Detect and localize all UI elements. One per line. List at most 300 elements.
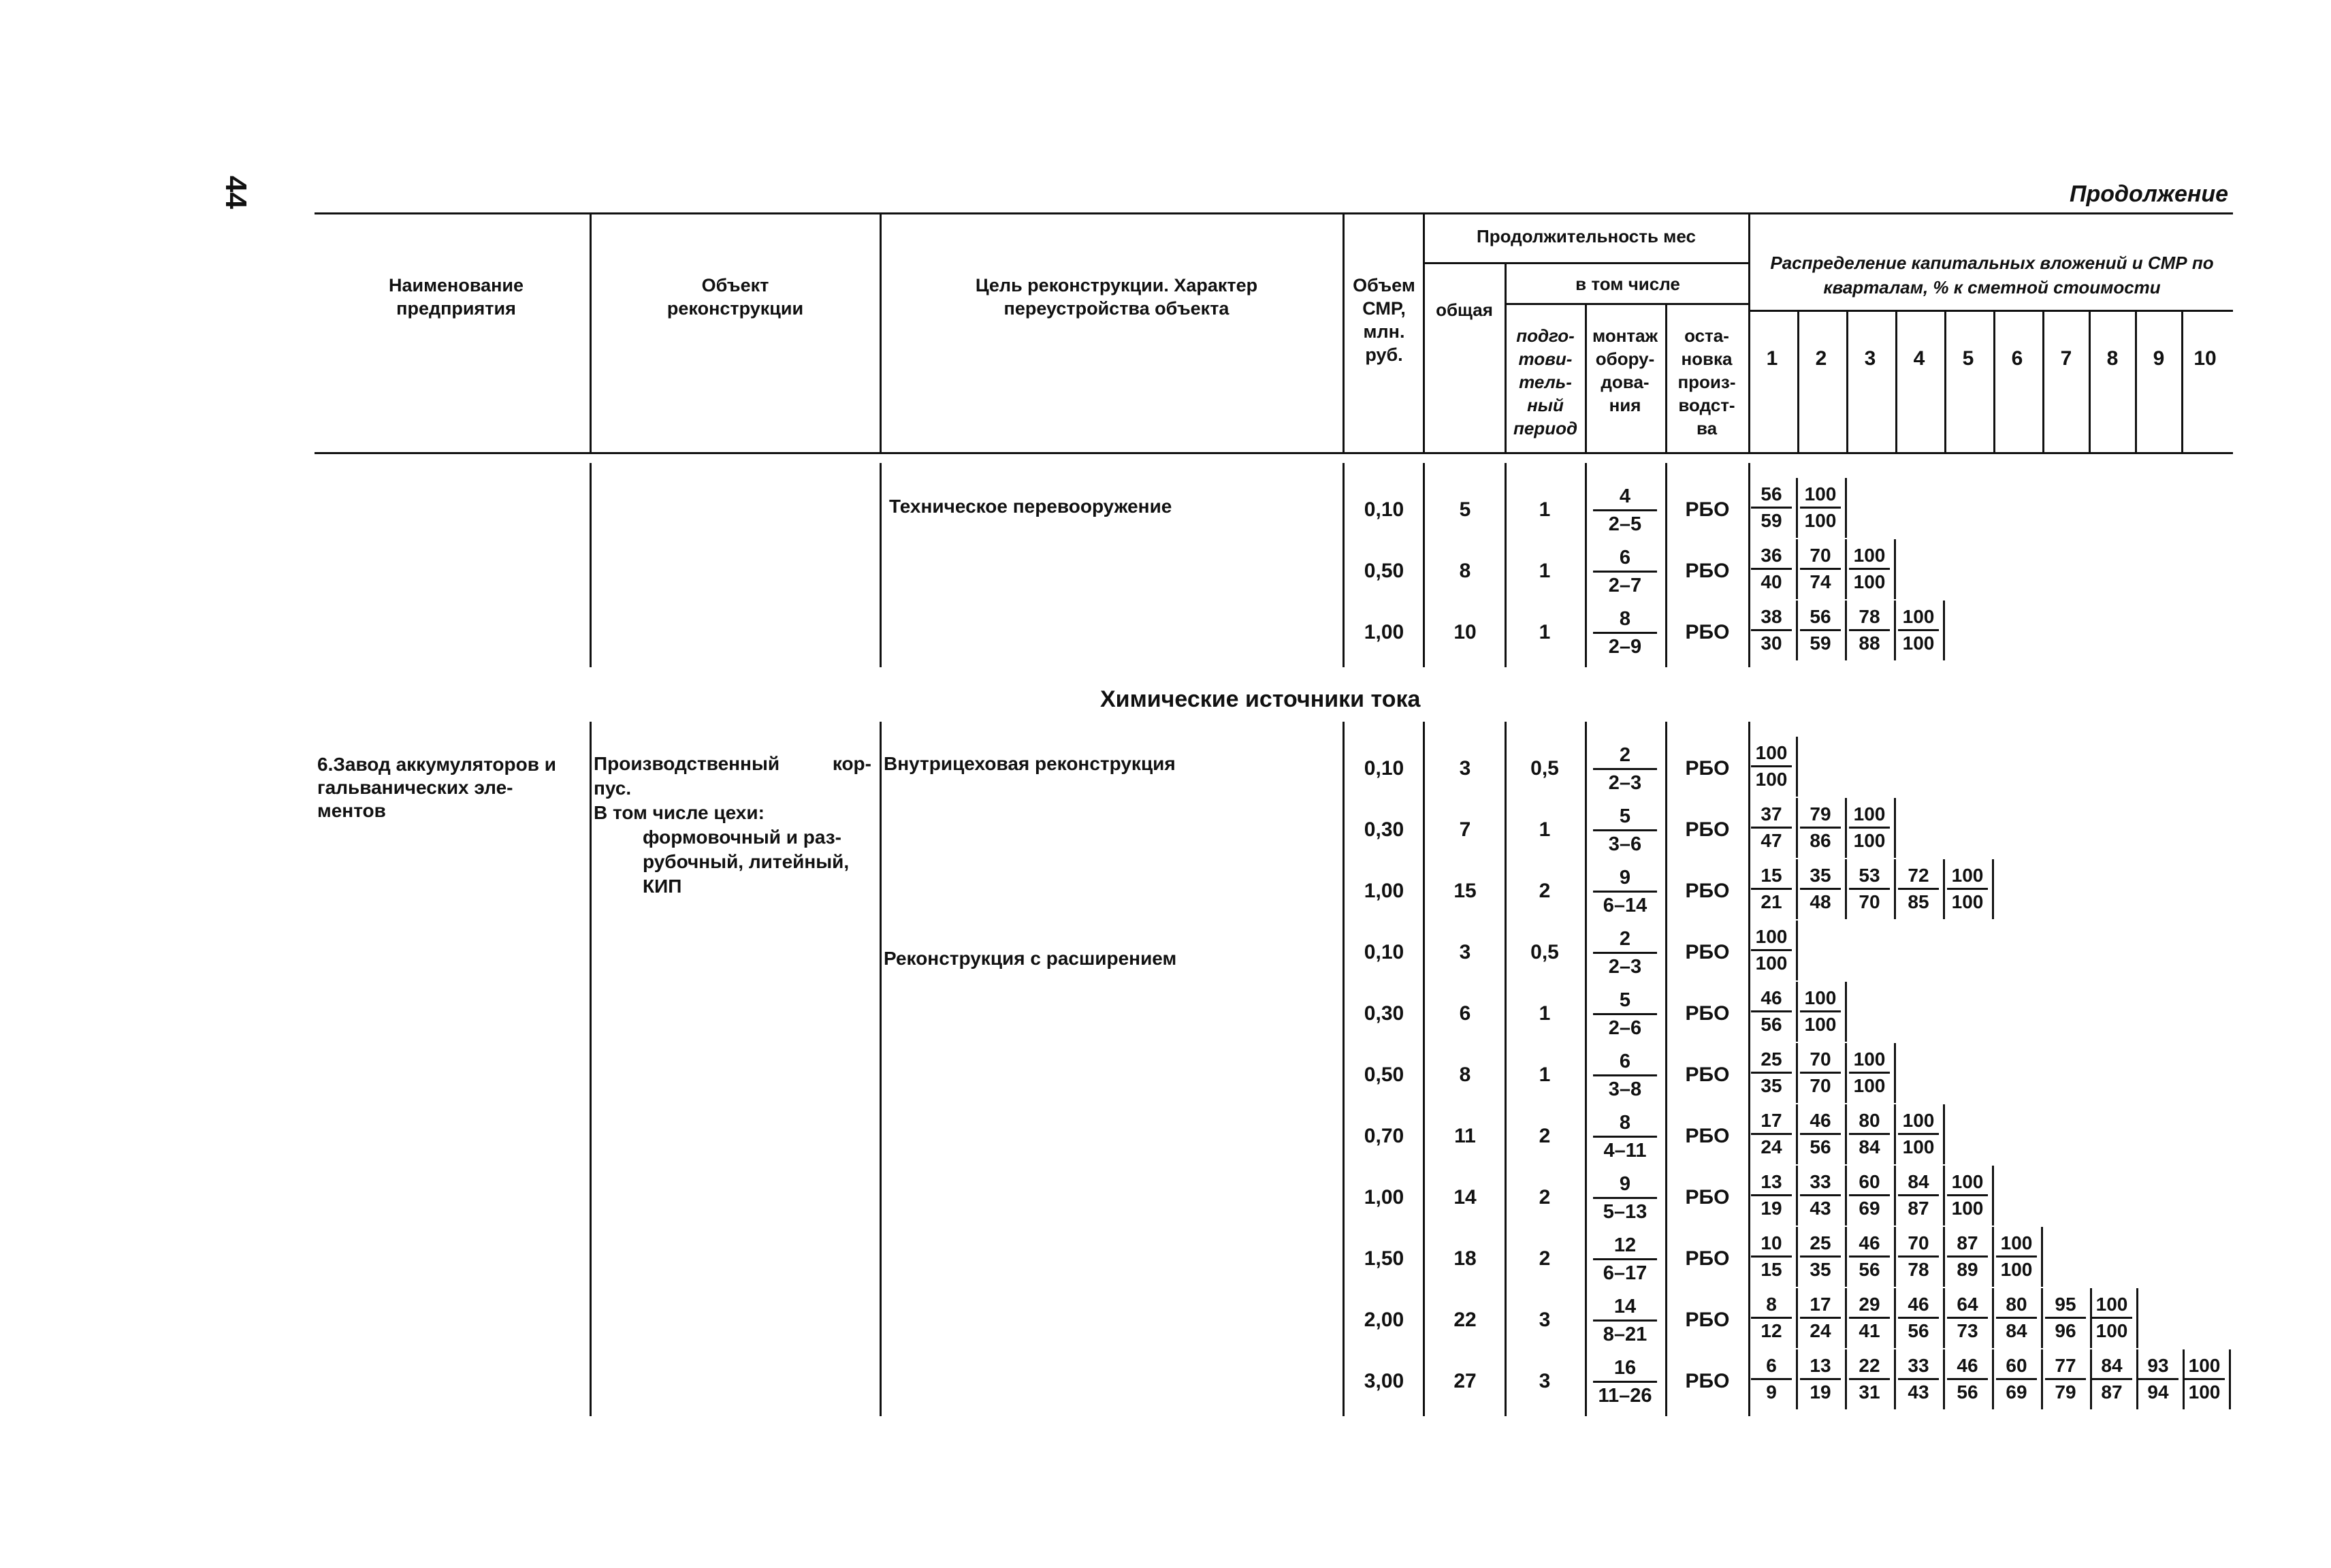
- quarter-fraction-bottom: 59: [1810, 633, 1831, 654]
- quarter-fraction: [1751, 1108, 1792, 1159]
- quarter-fraction-top: 56: [1800, 605, 1841, 631]
- quarter-fraction-top: 13: [1751, 1170, 1792, 1196]
- col-line: [1423, 463, 1425, 667]
- quarter-fraction-top: 100: [1849, 802, 1890, 829]
- quarter-fraction-bottom: 100: [2188, 1381, 2221, 1403]
- quarter-separator: [1894, 1104, 1896, 1164]
- quarter-separator: [1943, 1349, 1945, 1409]
- quarter-separator: [1796, 859, 1798, 919]
- quarter-fraction-top: 100: [1751, 741, 1792, 767]
- quarter-separator: [1943, 601, 1945, 660]
- quarter-fraction-top: 78: [1849, 605, 1890, 631]
- quarter-separator: [1894, 1227, 1896, 1287]
- quarter-fraction-top: 53: [1849, 863, 1890, 890]
- mount-fraction-bottom: 3–6: [1608, 833, 1642, 855]
- quarter-fraction-top: 80: [1996, 1292, 2037, 1319]
- quarter-fraction-bottom: 100: [1853, 571, 1886, 592]
- quarter-fraction: [1800, 1292, 1841, 1343]
- header-stop: оста- новка произ- водст- ва: [1677, 325, 1736, 438]
- header-col-line: [1423, 212, 1425, 452]
- quarter-fraction-top: 100: [1947, 1170, 1988, 1196]
- production-stop: РБО: [1685, 621, 1730, 643]
- quarter-fraction-top: 46: [1751, 986, 1792, 1012]
- quarter-separator: [1796, 478, 1798, 538]
- quarter-fraction-top: 35: [1800, 863, 1841, 890]
- quarter-fraction-top: 100: [1849, 543, 1890, 570]
- quarter-separator: [2229, 1349, 2231, 1409]
- quarter-fraction-bottom: 100: [1902, 633, 1935, 654]
- quarter-fraction-top: 70: [1800, 1047, 1841, 1074]
- continuation-label: Продолжение: [2070, 181, 2229, 207]
- quarter-separator: [1992, 1166, 1994, 1226]
- quarter-fraction-top: 100: [1800, 986, 1841, 1012]
- quarter-fraction: [1898, 1108, 1939, 1159]
- quarter-fraction: [1898, 863, 1939, 914]
- page-number: 44: [219, 176, 253, 209]
- header-volume: Объем СМР, млн. руб.: [1353, 275, 1415, 365]
- quarter-fraction-top: 93: [2138, 1354, 2179, 1380]
- production-stop: РБО: [1685, 1309, 1730, 1331]
- quarter-fraction-top: 79: [1800, 802, 1841, 829]
- quarter-separator: [2041, 1288, 2043, 1348]
- header-enterprise: Наименование предприятия: [388, 275, 524, 319]
- quarter-fraction-bottom: 96: [2055, 1320, 2076, 1341]
- quarter-fraction-bottom: 100: [1755, 769, 1788, 790]
- volume-value: 0,10: [1364, 941, 1404, 963]
- quarter-fraction: [2045, 1292, 2086, 1343]
- duration-total: 8: [1459, 1063, 1471, 1086]
- quarter-fraction: [1800, 986, 1841, 1037]
- object-line: формовочный и раз-: [643, 827, 841, 848]
- mount-fraction: [1593, 803, 1657, 857]
- quarter-separator: [1796, 1288, 1798, 1348]
- header-bottom-rule: [315, 452, 2233, 454]
- quarter-fraction-top: 84: [2091, 1354, 2132, 1380]
- col-line: [1748, 463, 1750, 667]
- header-col-line: [1895, 310, 1897, 452]
- quarter-fraction-top: 100: [2091, 1292, 2132, 1319]
- duration-prep: 0,5: [1530, 757, 1559, 780]
- quarter-header-7: 7: [2060, 347, 2072, 370]
- quarter-fraction-bottom: 94: [2147, 1381, 2169, 1403]
- quarter-fraction: [1800, 1170, 1841, 1221]
- quarter-fraction-top: 33: [1898, 1354, 1939, 1380]
- quarter-fraction-bottom: 84: [2006, 1320, 2027, 1341]
- quarter-separator: [1845, 539, 1847, 599]
- mount-fraction-bottom: 2–6: [1608, 1017, 1642, 1039]
- quarter-fraction-bottom: 100: [2095, 1320, 2128, 1341]
- quarter-separator: [1845, 798, 1847, 858]
- quarter-fraction-bottom: 21: [1761, 891, 1782, 912]
- quarter-separator: [1894, 1349, 1896, 1409]
- quarter-separator: [1845, 1104, 1847, 1164]
- quarter-fraction-top: 13: [1800, 1354, 1841, 1380]
- mount-fraction-top: 6: [1593, 545, 1657, 573]
- quarter-fraction-bottom: 56: [1761, 1014, 1782, 1035]
- header-col-line: [2089, 310, 2091, 452]
- section-title: Химические источники тока: [1100, 686, 1421, 712]
- quarter-separator: [1796, 1104, 1798, 1164]
- quarter-fraction-bottom: 74: [1810, 571, 1831, 592]
- quarter-fraction-bottom: 100: [1804, 1014, 1837, 1035]
- goal-in-shop-reconstruction: Внутрицеховая реконструкция: [884, 753, 1176, 774]
- enterprise-name: 6.Завод аккумуляторов и гальванических эле- ментов: [317, 754, 556, 821]
- mount-fraction-bottom: 6–14: [1603, 895, 1647, 916]
- duration-total: 5: [1459, 498, 1471, 521]
- col-line: [1343, 722, 1345, 1416]
- header-col-line: [1343, 212, 1345, 452]
- quarter-fraction-bottom: 70: [1810, 1075, 1831, 1096]
- quarter-fraction-top: 80: [1849, 1108, 1890, 1135]
- quarter-fraction: [1800, 1108, 1841, 1159]
- duration-total: 18: [1453, 1247, 1477, 1270]
- mount-fraction-bottom: 11–26: [1598, 1385, 1652, 1407]
- col-line: [880, 463, 882, 667]
- quarter-fraction-bottom: 59: [1761, 510, 1782, 531]
- quarter-fraction-bottom: 100: [1755, 953, 1788, 974]
- quarter-fraction-bottom: 56: [1908, 1320, 1929, 1341]
- header-distribution: Распределение капитальных вложений и СМР по кварталам, % к сметной стоимости: [1770, 253, 2214, 298]
- quarter-fraction-top: 100: [1751, 925, 1792, 951]
- volume-value: 1,00: [1364, 1186, 1404, 1209]
- volume-value: 0,70: [1364, 1125, 1404, 1147]
- quarter-separator: [1992, 859, 1994, 919]
- duration-prep: 1: [1539, 1063, 1551, 1086]
- goal-reconstruction-expansion: Реконструкция с расширением: [884, 948, 1177, 969]
- mount-fraction: [1593, 742, 1657, 796]
- quarter-fraction-top: 56: [1751, 482, 1792, 509]
- quarter-fraction: [1898, 1231, 1939, 1282]
- quarter-header-2: 2: [1815, 347, 1827, 370]
- quarter-fraction: [1800, 605, 1841, 656]
- header-col-line: [590, 212, 592, 452]
- production-stop: РБО: [1685, 1186, 1730, 1209]
- quarter-fraction: [1849, 802, 1890, 853]
- quarter-fraction-bottom: 87: [1908, 1198, 1929, 1219]
- mount-fraction-bottom: 4–11: [1603, 1140, 1647, 1162]
- header-col-line: [1748, 212, 1750, 452]
- quarter-separator: [1845, 1166, 1847, 1226]
- mount-fraction-top: 5: [1593, 987, 1657, 1015]
- quarter-fraction-bottom: 84: [1859, 1136, 1880, 1157]
- col-line: [1423, 722, 1425, 1416]
- object-line: Производственный кор-: [594, 753, 871, 774]
- volume-value: 1,00: [1364, 621, 1404, 643]
- duration-prep: 3: [1539, 1370, 1551, 1392]
- mount-fraction-top: 6: [1593, 1049, 1657, 1076]
- quarter-header-5: 5: [1962, 347, 1974, 370]
- quarter-separator: [1796, 798, 1798, 858]
- quarter-fraction-bottom: 78: [1908, 1259, 1929, 1280]
- quarter-fraction-top: 70: [1898, 1231, 1939, 1258]
- quarter-fraction: [1996, 1354, 2037, 1405]
- mount-fraction-top: 14: [1593, 1294, 1657, 1322]
- duration-prep: 2: [1539, 1247, 1551, 1270]
- quarter-separator: [1845, 859, 1847, 919]
- quarter-fraction-bottom: 69: [2006, 1381, 2027, 1403]
- duration-total: 11: [1454, 1125, 1476, 1147]
- col-line: [1585, 463, 1587, 667]
- quarter-fraction-bottom: 100: [1902, 1136, 1935, 1157]
- quarter-fraction: [1800, 482, 1841, 533]
- production-stop: РБО: [1685, 941, 1730, 963]
- quarter-fraction: [1849, 1047, 1890, 1098]
- quarter-fraction-top: 100: [1898, 1108, 1939, 1135]
- header-col-line: [2042, 310, 2044, 452]
- production-stop: РБО: [1685, 818, 1730, 841]
- mount-fraction-top: 9: [1593, 865, 1657, 893]
- quarter-fraction-bottom: 89: [1957, 1259, 1978, 1280]
- duration-total: 14: [1453, 1186, 1477, 1209]
- mount-fraction: [1593, 606, 1657, 660]
- quarter-fraction-bottom: 100: [1951, 1198, 1984, 1219]
- quarter-fraction-bottom: 100: [1951, 891, 1984, 912]
- mount-fraction-bottom: 2–5: [1608, 513, 1642, 535]
- quarter-header-10: 10: [2193, 347, 2217, 370]
- quarter-fraction-top: 37: [1751, 802, 1792, 829]
- quarter-fraction: [1898, 1170, 1939, 1221]
- quarter-fraction: [1751, 482, 1792, 533]
- quarter-fraction: [1751, 543, 1792, 594]
- quarter-fraction: [1996, 1292, 2037, 1343]
- quarter-fraction: [1751, 1231, 1792, 1282]
- quarter-separator: [1796, 1227, 1798, 1287]
- mount-fraction: [1593, 1232, 1657, 1286]
- quarter-fraction-bottom: 24: [1761, 1136, 1782, 1157]
- quarter-fraction-top: 25: [1751, 1047, 1792, 1074]
- production-stop: РБО: [1685, 560, 1730, 582]
- duration-prep: 1: [1539, 560, 1551, 582]
- quarter-separator: [2136, 1288, 2138, 1348]
- quarter-fraction-top: 46: [1849, 1231, 1890, 1258]
- production-stop: РБО: [1685, 1063, 1730, 1086]
- duration-prep: 1: [1539, 498, 1551, 521]
- quarter-fraction: [1947, 1354, 1988, 1405]
- quarter-fraction-bottom: 15: [1761, 1259, 1782, 1280]
- quarter-fraction: [2045, 1354, 2086, 1405]
- quarter-fraction-top: 46: [1947, 1354, 1988, 1380]
- quarter-fraction-top: 17: [1800, 1292, 1841, 1319]
- mount-fraction-top: 2: [1593, 926, 1657, 954]
- quarter-fraction: [1751, 1354, 1792, 1405]
- quarter-fraction-top: 46: [1898, 1292, 1939, 1319]
- duration-total: 10: [1453, 621, 1477, 643]
- quarter-fraction: [2138, 1354, 2179, 1405]
- quarter-fraction-top: 60: [1849, 1170, 1890, 1196]
- header-prep: подго- тови- тель- ный период: [1513, 325, 1578, 438]
- quarter-separator: [1796, 921, 1798, 980]
- quarter-fraction-top: 100: [1800, 482, 1841, 509]
- duration-rule: [1423, 262, 1750, 264]
- quarter-fraction: [1751, 986, 1792, 1037]
- table-top-rule: [315, 212, 2233, 214]
- mount-fraction-top: 5: [1593, 803, 1657, 831]
- volume-value: 0,50: [1364, 1063, 1404, 1086]
- goal-technical-reequipment: Техническое перевооружение: [889, 496, 1172, 517]
- quarter-fraction: [1849, 1292, 1890, 1343]
- quarter-fraction-top: 6: [1751, 1354, 1792, 1380]
- quarter-fraction-bottom: 30: [1761, 633, 1782, 654]
- quarter-fraction-top: 95: [2045, 1292, 2086, 1319]
- quarter-separator: [1943, 1288, 1945, 1348]
- quarter-fraction: [1947, 1231, 1988, 1282]
- quarters-rule: [1750, 310, 2233, 312]
- quarter-fraction-bottom: 12: [1761, 1320, 1782, 1341]
- quarter-fraction-top: 70: [1800, 543, 1841, 570]
- quarter-fraction-bottom: 100: [2000, 1259, 2033, 1280]
- header-col-line: [2135, 310, 2137, 452]
- duration-prep: 2: [1539, 1125, 1551, 1147]
- quarter-separator: [1845, 1288, 1847, 1348]
- quarter-separator: [1943, 1104, 1945, 1164]
- quarter-separator: [1894, 601, 1896, 660]
- col-line: [1665, 463, 1667, 667]
- object-line: КИП: [643, 876, 682, 897]
- quarter-fraction-top: 46: [1800, 1108, 1841, 1135]
- quarter-fraction: [1898, 605, 1939, 656]
- volume-value: 0,30: [1364, 818, 1404, 841]
- quarter-fraction-bottom: 40: [1761, 571, 1782, 592]
- production-stop: РБО: [1685, 1247, 1730, 1270]
- quarter-fraction: [1751, 863, 1792, 914]
- duration-total: 3: [1459, 941, 1471, 963]
- quarter-fraction-top: 64: [1947, 1292, 1988, 1319]
- quarter-fraction-bottom: 41: [1859, 1320, 1880, 1341]
- production-stop: РБО: [1685, 757, 1730, 780]
- duration-prep: 0,5: [1530, 941, 1559, 963]
- object-line: В том числе цехи:: [594, 802, 765, 823]
- mount-fraction-bottom: 2–9: [1608, 636, 1642, 658]
- quarter-fraction-bottom: 100: [1853, 830, 1886, 851]
- mount-fraction-top: 12: [1593, 1232, 1657, 1260]
- quarter-fraction-top: 38: [1751, 605, 1792, 631]
- quarter-fraction-bottom: 24: [1810, 1320, 1831, 1341]
- mount-fraction: [1593, 1049, 1657, 1102]
- quarter-fraction: [1751, 1170, 1792, 1221]
- mount-fraction: [1593, 1355, 1657, 1409]
- mount-fraction-bottom: 2–7: [1608, 575, 1642, 596]
- quarter-fraction: [1751, 1292, 1792, 1343]
- col-line: [1505, 463, 1507, 667]
- mount-fraction: [1593, 1110, 1657, 1164]
- quarter-fraction-bottom: 35: [1761, 1075, 1782, 1096]
- col-line: [1748, 722, 1750, 1416]
- quarter-separator: [1845, 1349, 1847, 1409]
- quarter-separator: [1894, 1166, 1896, 1226]
- col-line: [880, 722, 882, 1416]
- quarter-separator: [1845, 1043, 1847, 1103]
- quarter-separator: [1845, 982, 1847, 1042]
- quarter-fraction: [1947, 1170, 1988, 1221]
- header-col-line: [880, 212, 882, 452]
- volume-value: 1,00: [1364, 880, 1404, 902]
- mount-fraction: [1593, 926, 1657, 980]
- quarter-fraction: [1800, 802, 1841, 853]
- quarter-separator: [1992, 1227, 1994, 1287]
- volume-value: 2,00: [1364, 1309, 1404, 1331]
- quarter-fraction: [1947, 863, 1988, 914]
- duration-total: 7: [1459, 818, 1471, 841]
- quarter-fraction: [1947, 1292, 1988, 1343]
- quarter-fraction-top: 8: [1751, 1292, 1792, 1319]
- quarter-fraction: [1800, 1354, 1841, 1405]
- quarter-separator: [1796, 1349, 1798, 1409]
- quarter-separator: [1894, 1043, 1896, 1103]
- col-line: [1585, 722, 1587, 1416]
- header-col-line: [2181, 310, 2183, 452]
- quarter-fraction-bottom: 35: [1810, 1259, 1831, 1280]
- header-col-line: [1797, 310, 1799, 452]
- quarter-separator: [1894, 859, 1896, 919]
- mount-fraction-bottom: 3–8: [1608, 1078, 1642, 1100]
- quarter-fraction-bottom: 73: [1957, 1320, 1978, 1341]
- duration-total: 3: [1459, 757, 1471, 780]
- quarter-fraction-bottom: 43: [1810, 1198, 1831, 1219]
- header-duration: Продолжительность мес: [1477, 226, 1696, 246]
- duration-total: 6: [1459, 1002, 1471, 1025]
- quarter-fraction-bottom: 87: [2101, 1381, 2123, 1403]
- duration-prep: 1: [1539, 818, 1551, 841]
- quarter-separator: [1894, 798, 1896, 858]
- quarter-fraction: [1898, 1354, 1939, 1405]
- quarter-fraction: [1751, 802, 1792, 853]
- duration-total: 22: [1453, 1309, 1477, 1331]
- quarter-fraction: [1800, 1047, 1841, 1098]
- quarter-header-4: 4: [1913, 347, 1925, 370]
- mount-fraction-top: 16: [1593, 1355, 1657, 1383]
- quarter-fraction-top: 25: [1800, 1231, 1841, 1258]
- quarter-fraction-top: 17: [1751, 1108, 1792, 1135]
- mount-fraction: [1593, 545, 1657, 598]
- production-stop: РБО: [1685, 880, 1730, 902]
- production-stop: РБО: [1685, 1370, 1730, 1392]
- quarter-fraction: [1849, 1354, 1890, 1405]
- quarter-separator: [1796, 601, 1798, 660]
- quarter-separator: [1796, 539, 1798, 599]
- quarter-fraction: [1800, 543, 1841, 594]
- quarter-fraction-top: 22: [1849, 1354, 1890, 1380]
- quarter-fraction-bottom: 88: [1859, 633, 1880, 654]
- quarter-separator: [1943, 1227, 1945, 1287]
- quarter-fraction: [1898, 1292, 1939, 1343]
- quarter-fraction-bottom: 48: [1810, 891, 1831, 912]
- duration-prep: 1: [1539, 621, 1551, 643]
- quarter-separator: [1845, 478, 1847, 538]
- quarter-separator: [1796, 982, 1798, 1042]
- quarter-fraction-bottom: 56: [1859, 1259, 1880, 1280]
- quarter-fraction: [1849, 1170, 1890, 1221]
- including-rule: [1505, 303, 1750, 305]
- quarter-separator: [1796, 737, 1798, 797]
- mount-fraction-bottom: 6–17: [1603, 1262, 1647, 1284]
- header-col-line: [1846, 310, 1848, 452]
- quarter-fraction-top: 29: [1849, 1292, 1890, 1319]
- quarter-fraction: [1849, 1231, 1890, 1282]
- quarter-fraction: [1751, 1047, 1792, 1098]
- quarter-separator: [2041, 1227, 2043, 1287]
- quarter-fraction-bottom: 43: [1908, 1381, 1929, 1403]
- col-line: [1665, 722, 1667, 1416]
- mount-fraction: [1593, 1294, 1657, 1347]
- mount-fraction-bottom: 2–3: [1608, 772, 1642, 794]
- col-line: [1343, 463, 1345, 667]
- header-object: Объект реконструкции: [666, 275, 804, 319]
- mount-fraction-top: 9: [1593, 1171, 1657, 1199]
- quarter-fraction-bottom: 100: [1804, 510, 1837, 531]
- header-col-line: [1944, 310, 1946, 452]
- quarter-fraction-top: 100: [2184, 1354, 2225, 1380]
- quarter-header-6: 6: [2011, 347, 2023, 370]
